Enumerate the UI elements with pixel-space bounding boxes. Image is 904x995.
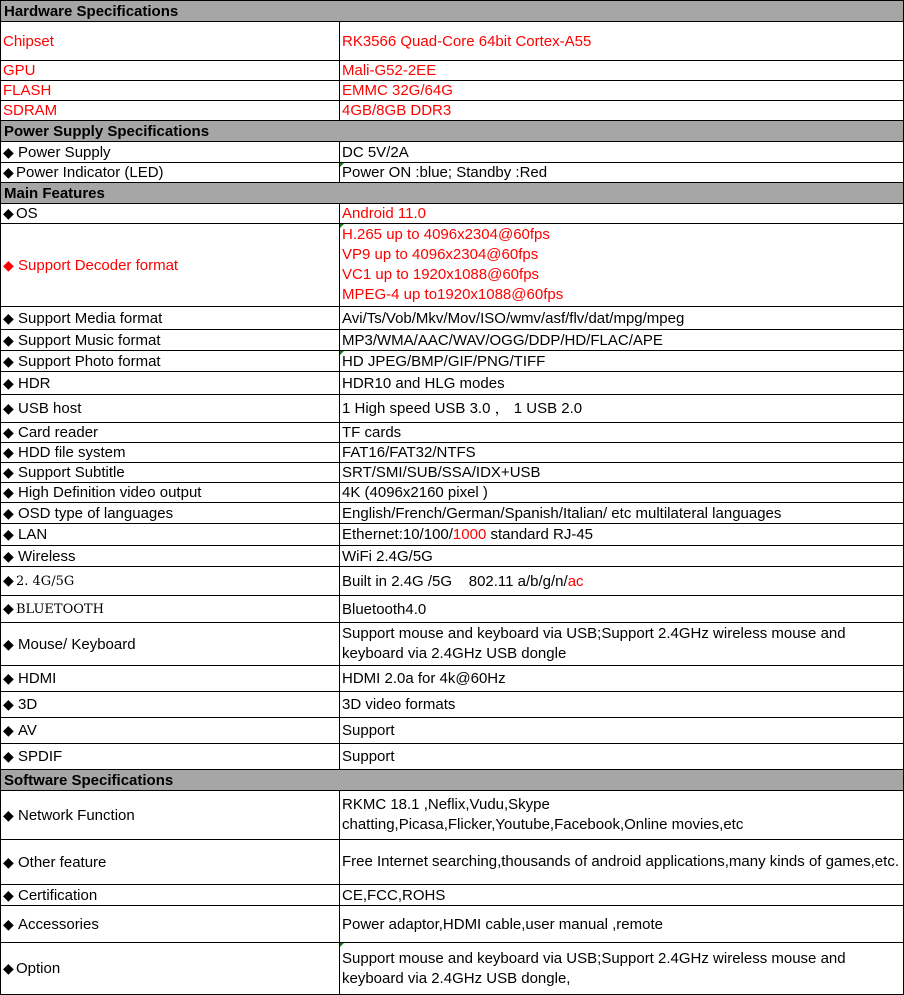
spec-value: English/French/German/Spanish/Italian/ etc multilateral languages xyxy=(340,503,904,524)
spec-row xyxy=(1,351,904,372)
spec-label: Other feature xyxy=(18,853,107,871)
diamond-bullet-icon: ◆ xyxy=(3,331,14,348)
spec-label: Support Subtitle xyxy=(18,464,125,481)
spec-label: Option xyxy=(16,960,61,977)
section-title: Power Supply Specifications xyxy=(1,121,904,142)
spec-label: Power Supply xyxy=(18,143,111,161)
spec-row xyxy=(1,307,904,330)
spec-label-cell xyxy=(1,204,340,224)
diamond-bullet-icon: ◆ xyxy=(3,164,14,180)
section-title: Software Specifications xyxy=(1,770,904,791)
diamond-bullet-icon: ◆ xyxy=(3,600,14,616)
spec-label-cell xyxy=(1,443,340,463)
spec-label: OSD type of languages xyxy=(18,504,174,522)
spec-label: AV xyxy=(18,722,37,739)
spec-row xyxy=(1,463,904,483)
spec-row-option xyxy=(1,943,904,995)
spec-value: TF cards xyxy=(340,423,904,443)
spec-label-cell xyxy=(1,943,340,995)
spec-value-cell xyxy=(340,567,904,596)
decoder-line: H.265 up to 4096x2304@60fps xyxy=(342,226,550,243)
spec-label: Wireless xyxy=(18,547,76,565)
spec-label: Certification xyxy=(18,886,98,904)
spec-row-network xyxy=(1,791,904,840)
spec-label-cell xyxy=(1,483,340,503)
section-title: Hardware Specifications xyxy=(1,1,904,22)
spec-value: Free Internet searching,thousands of android applications,many kinds of games,etc. xyxy=(340,840,904,885)
spec-row xyxy=(1,330,904,351)
spec-row-spdif xyxy=(1,744,904,770)
spec-row-power-indicator xyxy=(1,163,904,183)
spec-value: Support mouse and keyboard via USB;Support 2.4GHz wireless mouse and keyboard via 2.4GHz USB dongle, xyxy=(340,943,904,995)
diamond-bullet-icon: ◆ xyxy=(3,424,14,440)
spec-row-3d xyxy=(1,692,904,718)
spec-label: BLUETOOTH xyxy=(16,602,104,617)
spec-value: SRT/SMI/SUB/SSA/IDX+USB xyxy=(340,463,904,483)
spec-label-cell xyxy=(1,567,340,596)
spec-label: 2. 4G/5G xyxy=(16,574,75,589)
spec-row-chipset xyxy=(1,22,904,61)
section-header-power xyxy=(1,121,904,142)
spec-row xyxy=(1,372,904,395)
spec-label: HDD file system xyxy=(18,444,126,461)
spec-value: 3D video formats xyxy=(340,692,904,718)
diamond-bullet-icon: ◆ xyxy=(3,352,14,369)
spec-value: WiFi 2.4G/5G xyxy=(340,546,904,567)
spec-label: Mouse/ Keyboard xyxy=(18,635,136,653)
diamond-bullet-icon: ◆ xyxy=(3,309,14,326)
spec-value-highlight: ac xyxy=(567,572,584,590)
spec-label-cell xyxy=(1,718,340,744)
spec-value: Mali-G52-2EE xyxy=(340,61,904,81)
spec-label-cell xyxy=(1,885,340,906)
diamond-bullet-icon: ◆ xyxy=(3,635,14,652)
spec-value: RK3566 Quad-Core 64bit Cortex-A55 xyxy=(340,22,904,61)
spec-label-cell xyxy=(1,163,340,183)
spec-label-cell xyxy=(1,524,340,546)
spec-label-cell xyxy=(1,744,340,770)
spec-value: 4K (4096x2160 pixel ) xyxy=(340,483,904,503)
spec-label: 3D xyxy=(18,696,38,713)
spec-label: HDR xyxy=(18,374,51,392)
decoder-line: VC1 up to 1920x1088@60fps xyxy=(342,266,540,283)
spec-label: GPU xyxy=(1,61,340,81)
diamond-bullet-icon: ◆ xyxy=(3,143,14,160)
spec-value-part: Ethernet:10/100/ xyxy=(342,526,453,543)
spec-row-power-supply xyxy=(1,142,904,163)
spec-row-other-feature xyxy=(1,840,904,885)
spec-row-band xyxy=(1,567,904,596)
spec-label: Power Indicator (LED) xyxy=(16,164,164,181)
diamond-bullet-icon: ◆ xyxy=(3,748,14,764)
spec-value-cell xyxy=(340,791,904,840)
spec-label-cell xyxy=(1,840,340,885)
spec-value-part: Built in 2.4G /5G 802.11 a/b/g/n/ xyxy=(342,572,568,590)
spec-label: Chipset xyxy=(1,22,340,61)
spec-value-cell xyxy=(340,224,904,307)
spec-value: MP3/WMA/AAC/WAV/OGG/DDP/HD/FLAC/APE xyxy=(340,330,904,351)
spec-label: Support Decoder format xyxy=(18,256,179,274)
spec-value: 1 High speed USB 3.0 ， 1 USB 2.0 xyxy=(340,395,904,423)
spec-label: OS xyxy=(16,205,38,222)
diamond-bullet-icon: ◆ xyxy=(3,526,14,542)
spec-label: SDRAM xyxy=(1,101,340,121)
spec-value: Power ON :blue; Standby :Red xyxy=(340,163,904,183)
spec-label-cell xyxy=(1,546,340,567)
section-header-hardware xyxy=(1,1,904,22)
spec-label: Support Media format xyxy=(18,309,163,327)
spec-row xyxy=(1,443,904,463)
spec-label-cell xyxy=(1,330,340,351)
spec-row xyxy=(1,395,904,423)
diamond-bullet-icon: ◆ xyxy=(3,572,14,588)
spec-value: HDMI 2.0a for 4k@60Hz xyxy=(340,666,904,692)
spec-value: HD JPEG/BMP/GIF/PNG/TIFF xyxy=(340,351,904,372)
spec-value-part: standard RJ-45 xyxy=(486,526,594,543)
spec-row-flash xyxy=(1,81,904,101)
diamond-bullet-icon: ◆ xyxy=(3,256,14,273)
spec-label: Support Music format xyxy=(18,331,161,349)
section-header-software xyxy=(1,770,904,791)
diamond-bullet-icon: ◆ xyxy=(3,374,14,391)
spec-label: SPDIF xyxy=(18,748,63,765)
spec-label-cell xyxy=(1,692,340,718)
spec-label-cell xyxy=(1,906,340,943)
spec-label: Card reader xyxy=(18,424,99,441)
spec-value: Android 11.0 xyxy=(340,204,904,224)
spec-label-cell xyxy=(1,596,340,623)
spec-label: USB host xyxy=(18,400,82,417)
spec-label-cell xyxy=(1,423,340,443)
spec-value: HDR10 and HLG modes xyxy=(340,372,904,395)
spec-value: DC 5V/2A xyxy=(340,142,904,163)
diamond-bullet-icon: ◆ xyxy=(3,205,14,221)
spec-label: Accessories xyxy=(18,915,99,933)
decoder-line: MPEG-4 up to1920x1088@60fps xyxy=(342,286,564,303)
diamond-bullet-icon: ◆ xyxy=(3,400,14,416)
decoder-line: VP9 up to 4096x2304@60fps xyxy=(342,246,539,263)
spec-row-accessories xyxy=(1,906,904,943)
spec-value-line: RKMC 18.1 ,Neflix,Vudu,Skype xyxy=(342,796,550,813)
diamond-bullet-icon: ◆ xyxy=(3,670,14,686)
diamond-bullet-icon: ◆ xyxy=(3,853,14,870)
spec-label: High Definition video output xyxy=(18,484,202,501)
spec-value: Avi/Ts/Vob/Mkv/Mov/ISO/wmv/asf/flv/dat/mpg/mpeg xyxy=(340,307,904,330)
spec-row-os xyxy=(1,204,904,224)
spec-row-lan xyxy=(1,524,904,546)
spec-row-hdmi xyxy=(1,666,904,692)
spec-label: Support Photo format xyxy=(18,352,161,370)
diamond-bullet-icon: ◆ xyxy=(3,722,14,738)
spec-label-cell xyxy=(1,224,340,307)
section-header-main xyxy=(1,183,904,204)
spec-value: EMMC 32G/64G xyxy=(340,81,904,101)
spec-label-cell xyxy=(1,307,340,330)
spec-label-cell xyxy=(1,623,340,666)
spec-row xyxy=(1,503,904,524)
spec-label-cell xyxy=(1,351,340,372)
spec-label: LAN xyxy=(18,526,48,543)
spec-label-cell xyxy=(1,142,340,163)
spec-label: FLASH xyxy=(1,81,340,101)
spec-label-cell xyxy=(1,503,340,524)
spec-row-mouse-keyboard xyxy=(1,623,904,666)
spec-row-sdram xyxy=(1,101,904,121)
diamond-bullet-icon: ◆ xyxy=(3,484,14,500)
spec-value: FAT16/FAT32/NTFS xyxy=(340,443,904,463)
spec-row xyxy=(1,483,904,503)
spec-label-cell xyxy=(1,791,340,840)
spec-label: HDMI xyxy=(18,670,57,687)
diamond-bullet-icon: ◆ xyxy=(3,960,14,976)
spec-row-wireless xyxy=(1,546,904,567)
diamond-bullet-icon: ◆ xyxy=(3,806,14,823)
diamond-bullet-icon: ◆ xyxy=(3,464,14,480)
spec-row xyxy=(1,423,904,443)
spec-row-decoder xyxy=(1,224,904,307)
diamond-bullet-icon: ◆ xyxy=(3,915,14,932)
spec-value-line: chatting,Picasa,Flicker,Youtube,Facebook,Online movies,etc xyxy=(342,816,744,833)
spec-value: Support xyxy=(340,718,904,744)
diamond-bullet-icon: ◆ xyxy=(3,547,14,564)
spec-value: Support xyxy=(340,744,904,770)
spec-label-cell xyxy=(1,372,340,395)
spec-row-av xyxy=(1,718,904,744)
spec-value: Support mouse and keyboard via USB;Support 2.4GHz wireless mouse and keyboard via 2.4GHz USB dongle xyxy=(340,623,904,666)
spec-row-gpu xyxy=(1,61,904,81)
spec-row-certification xyxy=(1,885,904,906)
spec-value-cell xyxy=(340,524,904,546)
spec-label: Network Function xyxy=(18,806,135,824)
spec-value-highlight: 1000 xyxy=(452,526,487,543)
spec-label-cell xyxy=(1,463,340,483)
diamond-bullet-icon: ◆ xyxy=(3,504,14,521)
spec-value: CE,FCC,ROHS xyxy=(340,885,904,906)
diamond-bullet-icon: ◆ xyxy=(3,444,14,460)
section-title: Main Features xyxy=(1,183,904,204)
spec-label-cell xyxy=(1,395,340,423)
spec-value: Bluetooth4.0 xyxy=(340,596,904,623)
spec-value: 4GB/8GB DDR3 xyxy=(340,101,904,121)
spec-row-bluetooth xyxy=(1,596,904,623)
spec-value: Power adaptor,HDMI cable,user manual ,remote xyxy=(340,906,904,943)
diamond-bullet-icon: ◆ xyxy=(3,886,14,903)
diamond-bullet-icon: ◆ xyxy=(3,696,14,712)
spec-label-cell xyxy=(1,666,340,692)
